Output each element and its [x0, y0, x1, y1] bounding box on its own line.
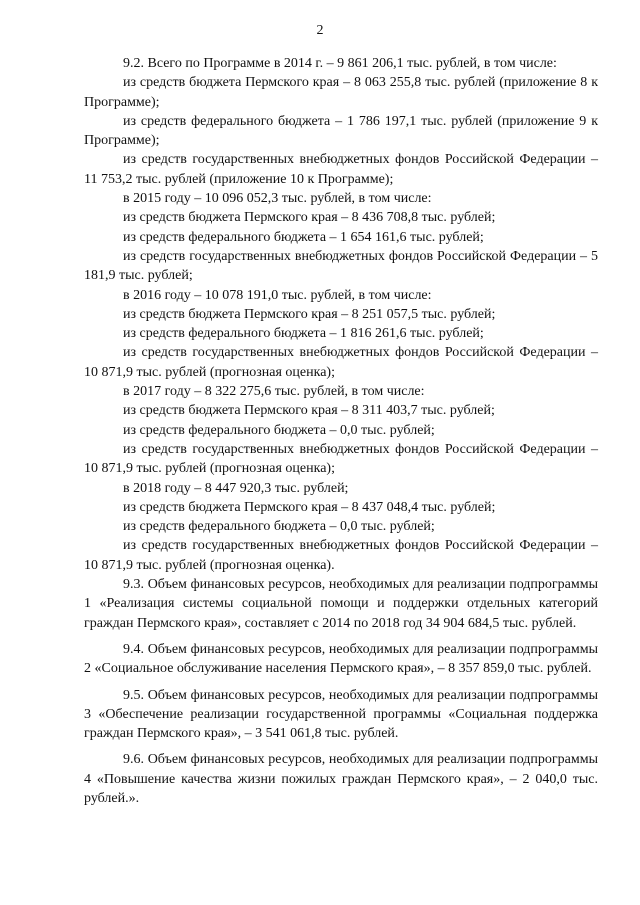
paragraph: из средств бюджета Пермского края – 8 311 403,7 тыс. рублей; — [123, 403, 495, 419]
paragraph: из средств государственных внебюджетных фондов Российской Федерации – 10 871,9 тыс. рублей (прогнозная оценка). — [84, 538, 598, 573]
paragraph: в 2017 году – 8 322 275,6 тыс. рублей, в том числе: — [123, 384, 425, 400]
paragraph: 9.6. Объем финансовых ресурсов, необходимых для реализации подпрограммы 4 «Повышение качества жизни пожилых граждан Пермского края», – 2 040,0 тыс. рублей.». — [84, 752, 598, 806]
paragraph: из средств государственных внебюджетных фондов Российской Федерации – 11 753,2 тыс. рублей (приложение 10 к Программе); — [84, 152, 598, 187]
paragraph: 9.2. Всего по Программе в 2014 г. – 9 861 206,1 тыс. рублей, в том числе: — [123, 56, 557, 71]
paragraph: из средств федерального бюджета – 0,0 тыс. рублей; — [123, 422, 435, 438]
paragraph: в 2015 году – 10 096 052,3 тыс. рублей, в том числе: — [123, 191, 432, 207]
paragraph: 9.4. Объем финансовых ресурсов, необходимых для реализации подпрограммы 2 «Социальное обслуживание населения Пермского края», – 8 357 859,0 тыс. рублей. — [84, 641, 598, 677]
page-number: 2 — [316, 23, 324, 38]
paragraph: из средств государственных внебюджетных фондов Российской Федерации – 10 871,9 тыс. рублей (прогнозная оценка); — [84, 345, 598, 380]
paragraph: из средств государственных внебюджетных фондов Российской Федерации – 10 871,9 тыс. рублей (прогнозная оценка); — [84, 441, 598, 477]
paragraph: из средств бюджета Пермского края – 8 437 048,4 тыс. рублей; — [123, 499, 496, 515]
document-body — [84, 54, 598, 808]
paragraph: из средств бюджета Пермского края – 8 063 255,8 тыс. рублей (приложение 8 к Программе); — [84, 75, 598, 110]
paragraph: в 2018 году – 8 447 920,3 тыс. рублей; — [123, 480, 349, 496]
paragraph: из средств федерального бюджета – 1 816 261,6 тыс. рублей; — [123, 326, 484, 342]
paragraph: 9.5. Объем финансовых ресурсов, необходимых для реализации подпрограммы 3 «Обеспечение реализации государственной программы «Социальная поддержка граждан Пермского края», – 3 541 061,8 тыс. рублей. — [84, 687, 598, 742]
paragraph: в 2016 году – 10 078 191,0 тыс. рублей, в том числе: — [123, 287, 432, 303]
paragraph: из средств государственных внебюджетных фондов Российской Федерации – 5 181,9 тыс. рублей; — [84, 248, 598, 284]
paragraph: 9.3. Объем финансовых ресурсов, необходимых для реализации подпрограммы 1 «Реализация системы социальной помощи и поддержки отдельных категорий граждан Пермского края», составляет с 2014 по 2018 год 34 904 684,5 тыс. рублей. — [84, 577, 598, 631]
paragraph: из средств федерального бюджета – 1 786 197,1 тыс. рублей (приложение 9 к Программе); — [84, 113, 598, 149]
paragraph: из средств федерального бюджета – 1 654 161,6 тыс. рублей; — [123, 229, 484, 245]
paragraph: из средств бюджета Пермского края – 8 251 057,5 тыс. рублей; — [123, 306, 496, 322]
paragraph: из средств бюджета Пермского края – 8 436 708,8 тыс. рублей; — [123, 210, 496, 226]
paragraph: из средств федерального бюджета – 0,0 тыс. рублей; — [123, 519, 435, 535]
